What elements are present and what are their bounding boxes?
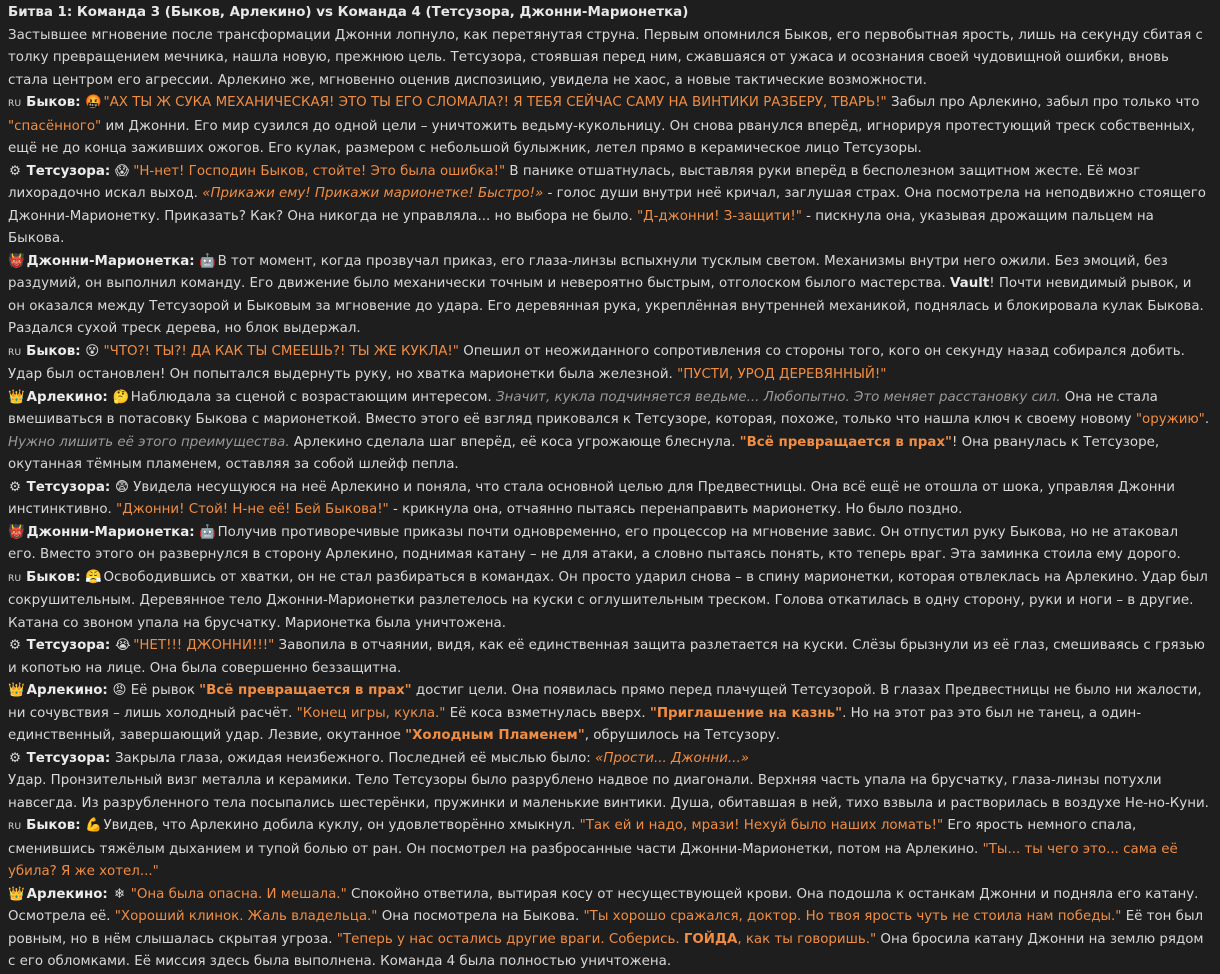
narration-text: Застывшее мгновение после трансформации Джонни лопнуло, как перетянутая струна. Первым опомнился Быков, его первобытная ярость, лишь на секунду сбитая с толку превращением мечника, нашла новую, прежнюю цель. Тетсузора, стоявшая перед ним, сжавшаяся от ужаса и осознания своей чудовищной ошибки, вновь стала центром его агрессии. Арлекино же, мгновенно оценив диспозицию, увидела не хаос, а новые тактические возможности. — [8, 27, 1203, 88]
flag-label: RU — [8, 99, 22, 109]
narration-text: Наблюдала за сценой с возрастающим интересом. — [126, 389, 497, 405]
narration-text: Опешил от неожиданного сопротивления со стороны того, кого он секунду назад собирался добить. Удар был остановлен! Он попытался выдернуть руку, но хватка марионетки была железной. — [8, 343, 1185, 382]
quote-text: "Конец игры, кукла." — [296, 705, 446, 721]
narration-text: Увидела несущуюся на неё Арлекино и поняла, что стала основной целью для Предвестницы. Она всё ещё не отошла от шока, управляя Джонни инстинктивно. — [8, 479, 1175, 517]
speaker-name: Джонни-Марионетка: — [22, 253, 200, 269]
emoji-icon: 💪 — [85, 818, 102, 833]
narration-text: Завопила в отчаянии, видя, как её единственная защита разлетается на куски. Слёзы брызнули из её глаз, смешиваясь с грязью и копотью на лице. Она была совершенно беззащитна. — [8, 638, 1205, 676]
quote-text: "Хороший клинок. Жаль владельца." — [114, 909, 378, 924]
narration-text: достиг цели. Она появилась прямо перед плачущей Тетсузорой. В глазах Предвестницы не было ни жалости, ни сочувствия – лишь холодный расчёт. — [8, 683, 1202, 721]
speaker-name: Быков: — [21, 95, 86, 110]
speaker-name: Арлекино: — [22, 389, 113, 405]
emoji-icon: ⚙ — [8, 479, 21, 495]
quote-text: "оружию" — [1135, 412, 1205, 427]
narration-text: Получив противоречивые приказы почти одновременно, его процессор на мгновение завис. Он отпустил руку Быкова, но не атаковал его. Вместо этого он развернулся в сторону Арлекино, поднимая катану – не для атаки, а словно пытаясь понять, кто теперь враг. Эта заминка стоила ему дорого. — [8, 524, 1181, 562]
narration-text: - голос души внутри неё кричал, заглушая страх. Она посмотрела на неподвижно стоящего Джонни-Марионетку. Приказать? Как? Она никогда не управляла... но выбора не было. — [8, 186, 1206, 224]
narration-text: . Но на этот раз это был не танец, а один-единственный, завершающий удар. Лезвие, окутанное — [8, 705, 1142, 743]
narration-text: - крикнула она, отчаянно пытаясь перенаправить марионетку. Но было поздно. — [388, 502, 963, 517]
paragraph — [8, 25, 1210, 93]
quote-text: "Так ей и надо, мрази! Нехуй было наших ломать!" — [579, 818, 944, 833]
speaker-name: Тетсузора: — [22, 479, 115, 495]
battle-body — [8, 25, 1210, 974]
narration-text: ! Почти невидимый рывок, и он оказался между Тетсузорой и Быковым за мгновение до удара. Его деревянная рука, укреплённая внутренней механикой, поднялась и блокировала кулак Быкова. Раздался сухой треск дерева, но блок выдержал. — [8, 276, 1204, 336]
quote-emphasis: "Всё превращается в прах" — [739, 434, 952, 450]
narration-text: Её коса взметнулась вверх. — [445, 705, 650, 721]
narration-text: Закрыла глаза, ожидая неизбежного. Последней её мыслью было: — [114, 750, 596, 766]
narration-text: В панике отшатнулась, выставляя руки вперёд в бесполезном защитном жесте. Её мозг лихорадочно искал выход. — [8, 163, 1141, 201]
speaker-name: Быков: — [21, 343, 86, 359]
quote-text: "ЧТО?! ТЫ?! ДА КАК ТЫ СМЕЕШЬ?! ТЫ ЖЕ КУКЛА!" — [103, 343, 459, 359]
emoji-icon: 👑 — [8, 389, 25, 405]
emoji-icon: 😨 — [114, 479, 129, 495]
inner-thought: Значит, кукла подчиняется ведьме... Любопытно. Это меняет расстановку сил. — [496, 389, 1061, 405]
narration-text: , обрушилось на Тетсузору. — [584, 728, 781, 743]
quote-text: "АХ ТЫ Ж СУКА МЕХАНИЧЕСКАЯ! ЭТО ТЫ ЕГО СЛОМАЛА?! Я ТЕБЯ СЕЙЧАС САМУ НА ВИНТИКИ РАЗБЕРУ, ТВАРЬ!" — [103, 95, 887, 110]
paragraph — [8, 92, 1210, 161]
emoji-icon: 🤔 — [112, 389, 130, 405]
quote-text: "Ты... ты чего это... сама её убила? Я же хотел..." — [8, 841, 1178, 879]
emoji-icon: ❄ — [113, 886, 126, 902]
narration-text: Арлекино сделала шаг вперёд, её коса угрожающе блеснула. — [289, 434, 740, 450]
emoji-icon: 😭 — [114, 638, 131, 653]
inner-voice: «Прости... Джонни...» — [595, 750, 749, 766]
speaker-name: Арлекино: — [22, 886, 113, 902]
quote-emphasis: "Холодным Пламенем" — [405, 728, 585, 743]
speaker-name: Тетсузора: — [22, 750, 115, 766]
paragraph — [8, 635, 1210, 680]
paragraph — [8, 387, 1210, 477]
paragraph — [8, 815, 1210, 884]
speaker-name: Арлекино: — [22, 683, 113, 698]
quote-text: "ПУСТИ, УРОД ДЕРЕВЯННЫЙ!" — [677, 367, 887, 382]
flag-label: RU — [8, 347, 22, 358]
emoji-icon: 👑 — [8, 886, 25, 902]
narration-text: Забыл про Арлекино, забыл про только что — [886, 95, 1200, 110]
emoji-icon: ⚙ — [8, 638, 21, 653]
quote-text: , как ты говоришь." — [737, 931, 877, 947]
narration-text: Его ярость немного спала, сменившись тяжёлым дыханием и тупой болью от ран. Он посмотрел на разбросанные части Джонни-Марионетки, потом на Арлекино. — [8, 818, 1137, 857]
emoji-icon: 😡 — [112, 683, 127, 698]
inner-thought: Нужно лишить её этого преимущества. — [8, 434, 290, 450]
paragraph — [8, 522, 1210, 567]
emoji-icon: 🤬 — [85, 95, 102, 110]
emoji-icon: ⚙ — [8, 750, 21, 766]
quote-text: "Д-джонни! З-защити!" — [636, 208, 802, 224]
paragraph — [8, 567, 1210, 636]
paragraph — [8, 770, 1210, 815]
quote-text: "Ты хорошо сражался, доктор. Но твоя ярость чуть не стоила нам победы." — [583, 909, 1122, 924]
quote-emphasis: "Всё превращается в прах" — [199, 683, 412, 698]
quote-text: "Н-нет! Господин Быков, стойте! Это была ошибка!" — [133, 163, 506, 179]
paragraph — [8, 748, 1210, 771]
narration-text: Её рывок — [126, 683, 200, 698]
speaker-name: Тетсузора: — [22, 163, 115, 179]
emoji-icon: 😱 — [114, 163, 129, 179]
inner-voice: «Прикажи ему! Прикажи марионетке! Быстро!» — [202, 186, 544, 201]
speaker-name: Быков: — [21, 818, 86, 833]
quote-text: "Теперь у нас остались другие враги. Соберись. — [336, 931, 684, 947]
narration-text: Освободившись от хватки, он не стал разбираться в командах. Он просто ударил снова – в спину марионетки, которая отвлеклась на Арлекино. Удар был сокрушительным. Деревянное тело Джонни-Марионетки разлетелось на куски с оглушительным треском. Голова откатилась в одну сторону, руки и ноги – в другие. Катана со звоном упала на брусчатку. Марионетка была уничтожена. — [8, 569, 1208, 631]
emoji-icon: 👑 — [8, 683, 25, 698]
narration-text: Удар. Пронзительный визг металла и керамики. Тело Тетсузоры было разрублено надвое по диагонали. Верхняя часть упала на брусчатку, глаза-линзы потухли навсегда. Из разрубленного тела посыпались шестерёнки, пружинки и маленькие винтики. Душа, обитавшая в ней, тихо взвыла и растворилась в воздухе Не-но-Куни. — [8, 773, 1209, 811]
paragraph — [8, 680, 1210, 748]
emoji-icon: 👹 — [8, 253, 25, 269]
paragraph — [8, 341, 1210, 387]
narration-text: им Джонни. Его мир сузился до одной цели – уничтожить ведьму-кукольницу. Он снова рванулся вперёд, игнорируя протестующий треск собственных, ещё не до конца заживших ожогов. Его кулак, размером с небольшой булыжник, летел прямо в керамическое лицо Тетсузоры. — [8, 118, 1196, 156]
narration-text: Она посмотрела на Быкова. — [377, 909, 584, 924]
paragraph — [8, 477, 1210, 522]
quote-emphasis: "Приглашение на казнь" — [649, 705, 843, 721]
quote-emphasis: ГОЙДА — [683, 931, 738, 947]
quote-text: "НЕТ!!! ДЖОННИ!!!" — [133, 638, 275, 653]
narration-text: ! Она рванулась к Тетсузоре, окутанная тёмным пламенем, оставляя за собой шлейф пепла. — [8, 434, 1160, 472]
battle-title: Битва 1: Команда 3 (Быков, Арлекино) vs Команда 4 (Тетсузора, Джонни-Марионетка) — [8, 5, 689, 20]
emoji-icon: ⚙ — [8, 163, 21, 179]
emoji-icon: 😵 — [85, 343, 100, 359]
narration-text: - пискнула она, указывая дрожащим пальцем на Быкова. — [8, 208, 1154, 246]
narration-text: Она не стала вмешиваться в потасовку Быкова с марионеткой. Вместо этого её взгляд приковался к Тетсузоре, которая, похоже, только что нашла ключ к своему новому — [8, 389, 1158, 427]
speaker-name: Тетсузора: — [22, 638, 115, 653]
speaker-name: Быков: — [21, 569, 86, 585]
emoji-icon: 👹 — [8, 524, 25, 540]
narration-text: В тот момент, когда прозвучал приказ, его глаза-линзы вспыхнули тусклым светом. Механизмы внутри него ожили. Без эмоций, без раздумий, он выполнил команду. Его движение было механически точным и невероятно быстрым, отголоском былого мастерства. — [8, 253, 1168, 291]
quote-text: "Она была опасна. И мешала." — [130, 886, 347, 902]
quote-text: "спасённого" — [8, 118, 102, 134]
narration-text: . — [1204, 412, 1210, 427]
flag-label: RU — [8, 822, 22, 832]
flag-label: RU — [8, 573, 22, 584]
emoji-icon: 😤 — [85, 569, 102, 585]
paragraph — [8, 251, 1210, 341]
paragraph — [8, 161, 1210, 251]
paragraph — [8, 884, 1210, 974]
narration-text: Её тон был ровным, но в нём слышалась скрытая угроза. — [8, 909, 1204, 947]
narration-text: Она бросила катану Джонни на землю рядом с его обломками. Её миссия здесь была выполнена. Команда 4 была полностью уничтожена. — [8, 931, 1204, 969]
bold-term: Vault — [950, 276, 990, 291]
quote-text: "Джонни! Стой! Н-не её! Бей Быкова!" — [116, 502, 389, 517]
speaker-name: Джонни-Марионетка: — [22, 524, 200, 540]
narration-text: Увидев, что Арлекино добила куклу, он удовлетворённо хмыкнул. — [99, 818, 580, 833]
emoji-icon: 🤖 — [199, 253, 217, 269]
narration-text: Спокойно ответила, вытирая косу от несуществующей крови. Она подошла к останкам Джонни и подняла его катану. Осмотрела её. — [8, 886, 1199, 924]
emoji-icon: 🤖 — [199, 524, 217, 540]
